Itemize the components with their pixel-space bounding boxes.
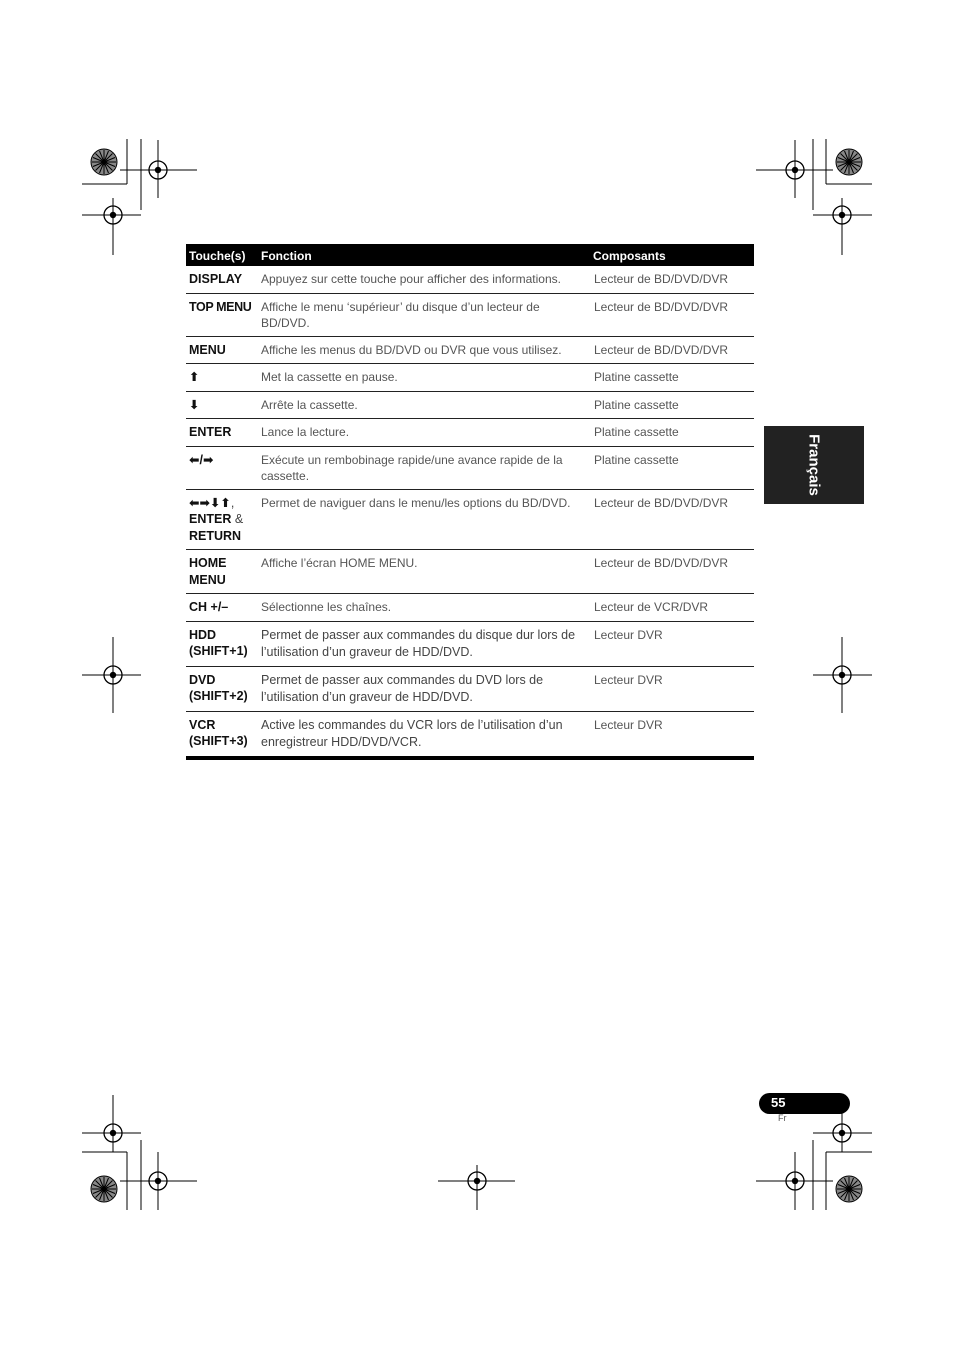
key-cell: ENTER xyxy=(189,425,232,439)
component-cell: Platine cassette xyxy=(594,452,679,467)
function-cell: Affiche le menu ‘supérieur’ du disque d’un lecteur de BD/DVD. xyxy=(261,299,540,330)
function-cell: Affiche les menus du BD/DVD ou DVR que vous utilisez. xyxy=(261,342,562,357)
component-cell: Platine cassette xyxy=(594,397,679,412)
component-cell: Lecteur de BD/DVD/DVR xyxy=(594,299,729,314)
function-cell: Permet de naviguer dans le menu/les options du BD/DVD. xyxy=(261,495,571,510)
table-header xyxy=(186,244,754,266)
table-row xyxy=(186,266,754,294)
component-cell: Lecteur DVR xyxy=(594,672,663,687)
function-cell: Permet de passer aux commandes du DVD lors de l’utilisation d’un graveur de HDD/DVD. xyxy=(261,672,544,704)
key-name: DVD xyxy=(189,672,216,687)
key-name: VCR xyxy=(189,717,216,732)
table-row xyxy=(186,712,754,756)
ampersand: & xyxy=(234,512,244,526)
key-name: HDD xyxy=(189,627,217,642)
key-shift: (SHIFT+1) xyxy=(189,644,248,658)
key-cell xyxy=(186,622,259,666)
component-cell: Lecteur DVR xyxy=(594,717,663,732)
table-row xyxy=(186,550,754,594)
component-cell: Lecteur DVR xyxy=(594,627,663,642)
pause-arrow-icon: ⬆ xyxy=(189,370,200,384)
table-row xyxy=(186,667,754,712)
function-cell: Sélectionne les chaînes. xyxy=(261,600,392,614)
table-row xyxy=(186,594,754,622)
language-tab-label: Français xyxy=(805,434,823,496)
component-cell: Platine cassette xyxy=(594,370,679,384)
table-row xyxy=(186,364,754,392)
page-language-code: Fr xyxy=(778,1113,787,1123)
function-cell: Permet de passer aux commandes du disque dur lors de l’utilisation d’un graveur de HDD/DVD. xyxy=(261,627,576,659)
table-row xyxy=(186,337,754,365)
key-cell xyxy=(186,712,259,756)
table-row xyxy=(186,447,754,490)
function-cell: Appuyez sur cette touche pour afficher des informations. xyxy=(261,272,561,286)
page-number: 55 xyxy=(771,1095,786,1110)
function-cell: Active les commandes du VCR lors de l’utilisation d’un enregistreur HDD/DVD/VCR. xyxy=(261,717,563,749)
header-function: Fonction xyxy=(261,248,312,263)
function-cell: Lance la lecture. xyxy=(261,425,350,439)
key-cell: HOME MENU xyxy=(189,556,227,587)
key-cell: DISPLAY xyxy=(189,272,243,286)
separator: , xyxy=(230,495,235,510)
remote-functions-table xyxy=(186,244,754,760)
rewind-forward-arrows-icon: ⬅/➡ xyxy=(189,452,214,467)
component-cell: Lecteur de BD/DVD/DVR xyxy=(594,495,729,510)
table-row xyxy=(186,294,754,337)
function-cell: Affiche l’écran HOME MENU. xyxy=(261,556,418,570)
component-cell: Lecteur de BD/DVD/DVR xyxy=(594,556,729,570)
return-key-label: RETURN xyxy=(189,528,242,543)
component-cell: Lecteur de VCR/DVR xyxy=(594,600,709,614)
page-number-badge xyxy=(759,1093,850,1114)
key-shift: (SHIFT+2) xyxy=(189,689,248,703)
key-cell xyxy=(186,490,259,550)
navigation-arrows-icon: ⬅➡⬇⬆ xyxy=(189,495,231,510)
component-cell: Lecteur de BD/DVD/DVR xyxy=(594,342,729,357)
function-cell: Met la cassette en pause. xyxy=(261,370,398,384)
key-cell xyxy=(186,667,259,711)
header-components: Composants xyxy=(593,248,666,263)
key-cell: MENU xyxy=(189,342,226,357)
key-cell: CH +/– xyxy=(189,600,229,614)
stop-arrow-icon: ⬇ xyxy=(189,397,200,412)
table-row xyxy=(186,490,754,551)
component-cell: Lecteur de BD/DVD/DVR xyxy=(594,272,729,286)
enter-key-label: ENTER xyxy=(189,512,232,526)
function-cell: Exécute un rembobinage rapide/une avance rapide de la cassette. xyxy=(261,452,563,483)
header-keys: Touche(s) xyxy=(189,248,246,263)
key-cell: TOP MENU xyxy=(189,299,252,314)
table-row xyxy=(186,392,754,420)
key-shift: (SHIFT+3) xyxy=(189,734,248,748)
function-cell: Arrête la cassette. xyxy=(261,397,358,412)
language-side-tab xyxy=(764,426,864,504)
table-row xyxy=(186,622,754,667)
table-row xyxy=(186,419,754,447)
component-cell: Platine cassette xyxy=(594,425,679,439)
